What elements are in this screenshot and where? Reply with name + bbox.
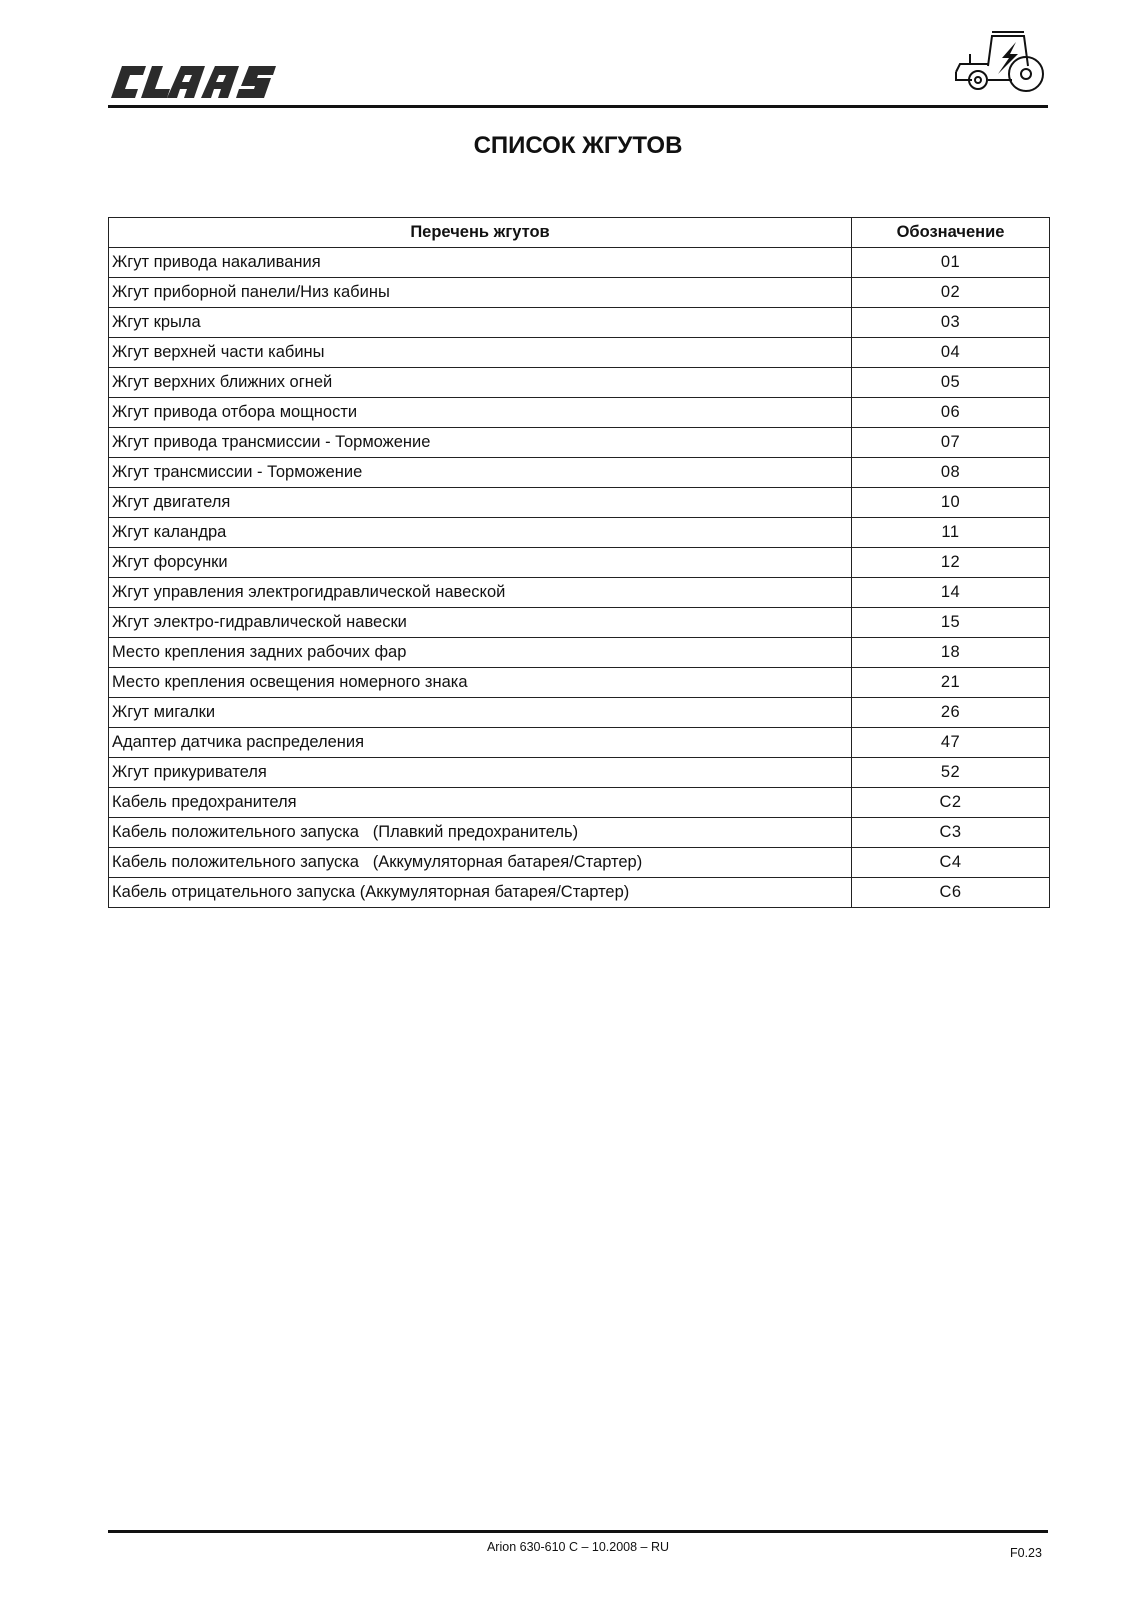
- table-row: [109, 698, 1050, 728]
- harness-code-cell: 52: [852, 758, 1050, 788]
- harness-code-cell: C3: [852, 818, 1050, 848]
- harness-code-cell: 15: [852, 608, 1050, 638]
- harness-name-cell: Жгут каландра: [109, 518, 852, 548]
- harness-code-cell: 05: [852, 368, 1050, 398]
- harness-code-cell: 07: [852, 428, 1050, 458]
- harness-name-cell: Кабель положительного запуска (Плавкий предохранитель): [109, 818, 852, 848]
- harness-name-cell: Адаптер датчика распределения: [109, 728, 852, 758]
- harness-code-cell: 04: [852, 338, 1050, 368]
- harness-name-cell: Жгут верхней части кабины: [109, 338, 852, 368]
- table-row: [109, 668, 1050, 698]
- harness-name-cell: Жгут управления электрогидравлической навеской: [109, 578, 852, 608]
- harness-name-cell: Жгут трансмиссии - Торможение: [109, 458, 852, 488]
- header-rule: [108, 105, 1048, 108]
- harness-name-cell: Кабель отрицательного запуска (Аккумуляторная батарея/Стартер): [109, 878, 852, 908]
- harness-code-cell: C6: [852, 878, 1050, 908]
- harness-code-cell: 12: [852, 548, 1050, 578]
- harness-code-cell: 21: [852, 668, 1050, 698]
- harness-name-cell: Кабель предохранителя: [109, 788, 852, 818]
- table-row: [109, 548, 1050, 578]
- harness-name-cell: Жгут форсунки: [109, 548, 852, 578]
- harness-name-cell: Жгут привода накаливания: [109, 248, 852, 278]
- harness-name-cell: Место крепления освещения номерного знака: [109, 668, 852, 698]
- harness-code-cell: 08: [852, 458, 1050, 488]
- page-number: F0.23: [1010, 1546, 1042, 1560]
- column-header-harness-list: Перечень жгутов: [109, 218, 852, 248]
- harness-code-cell: 06: [852, 398, 1050, 428]
- harness-name-cell: Жгут электро-гидравлической навески: [109, 608, 852, 638]
- harness-code-cell: 18: [852, 638, 1050, 668]
- table-row: [109, 428, 1050, 458]
- harness-code-cell: 11: [852, 518, 1050, 548]
- harness-name-cell: Жгут привода отбора мощности: [109, 398, 852, 428]
- harness-name-cell: Жгут приборной панели/Низ кабины: [109, 278, 852, 308]
- harness-code-cell: 14: [852, 578, 1050, 608]
- harness-code-cell: 26: [852, 698, 1050, 728]
- table-row: [109, 518, 1050, 548]
- harness-code-cell: 10: [852, 488, 1050, 518]
- table-row: [109, 578, 1050, 608]
- table-row: [109, 878, 1050, 908]
- table-row: [109, 758, 1050, 788]
- harness-name-cell: Жгут прикуривателя: [109, 758, 852, 788]
- table-row: [109, 368, 1050, 398]
- harness-code-cell: 02: [852, 278, 1050, 308]
- harness-name-cell: Жгут верхних ближних огней: [109, 368, 852, 398]
- harness-code-cell: 01: [852, 248, 1050, 278]
- table-row: [109, 818, 1050, 848]
- footer-doc-ref: Arion 630-610 C – 10.2008 – RU: [486, 1540, 670, 1554]
- table-row: [109, 638, 1050, 668]
- table-row: [109, 248, 1050, 278]
- harness-name-cell: Жгут двигателя: [109, 488, 852, 518]
- footer-rule: [108, 1530, 1048, 1533]
- harness-name-cell: Кабель положительного запуска (Аккумуляторная батарея/Стартер): [109, 848, 852, 878]
- table-row: [109, 848, 1050, 878]
- table-row: [109, 608, 1050, 638]
- harness-code-cell: C2: [852, 788, 1050, 818]
- table-row: [109, 338, 1050, 368]
- harness-name-cell: Жгут привода трансмиссии - Торможение: [109, 428, 852, 458]
- table-row: [109, 278, 1050, 308]
- harness-name-cell: Жгут крыла: [109, 308, 852, 338]
- harness-code-cell: 03: [852, 308, 1050, 338]
- harness-code-cell: 47: [852, 728, 1050, 758]
- harness-table: [108, 217, 1050, 908]
- table-row: [109, 488, 1050, 518]
- harness-name-cell: Место крепления задних рабочих фар: [109, 638, 852, 668]
- table-row: [109, 728, 1050, 758]
- claas-logo: [108, 62, 280, 102]
- table-row: [109, 308, 1050, 338]
- table-header-row: [109, 218, 1050, 248]
- table-row: [109, 458, 1050, 488]
- column-header-designation: Обозначение: [852, 218, 1050, 248]
- table-row: [109, 398, 1050, 428]
- harness-name-cell: Жгут мигалки: [109, 698, 852, 728]
- page-title: СПИСОК ЖГУТОВ: [473, 132, 683, 159]
- harness-code-cell: C4: [852, 848, 1050, 878]
- table-row: [109, 788, 1050, 818]
- tractor-lightning-icon: [950, 28, 1046, 98]
